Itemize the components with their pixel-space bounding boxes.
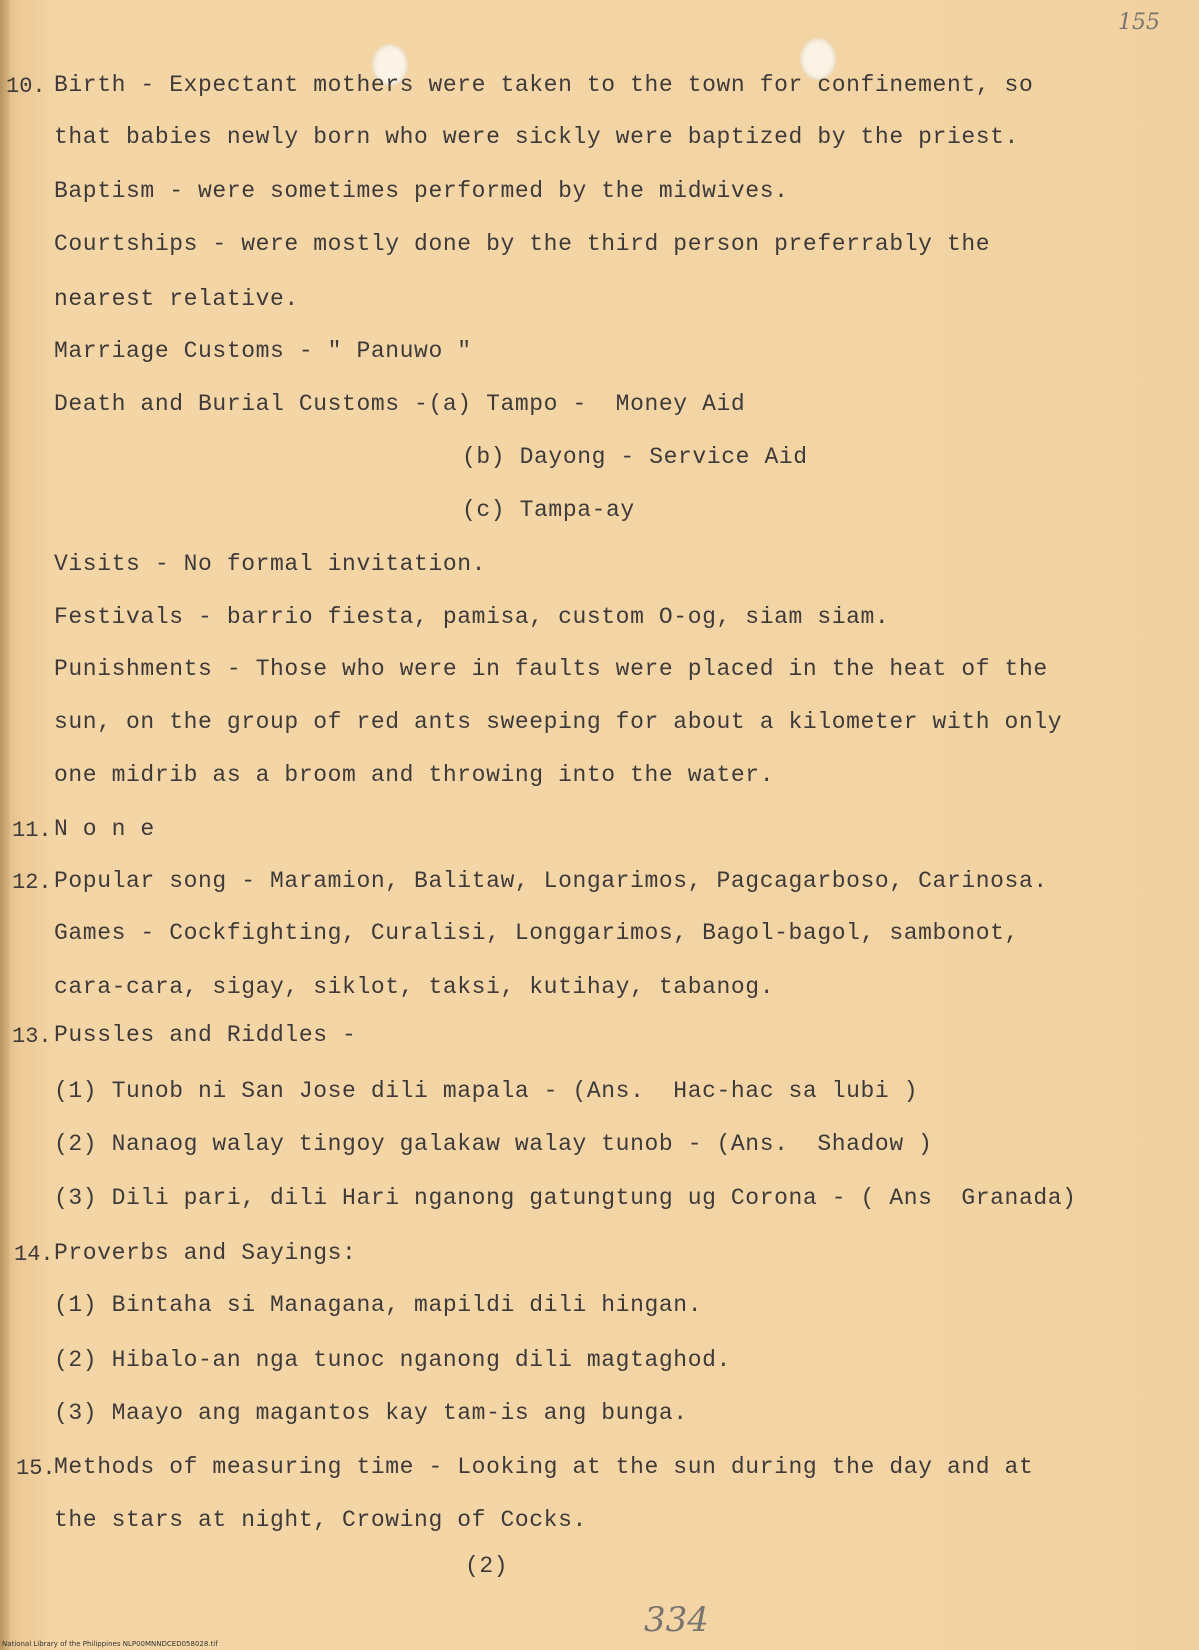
item-number-11: 11. xyxy=(12,818,52,843)
page-label: (2) xyxy=(465,1553,509,1579)
text-line: Punishments - Those who were in faults were placed in the heat of the xyxy=(54,656,1048,682)
text-line: (2) Nanaog walay tingoy galakaw walay tunob - (Ans. Shadow ) xyxy=(54,1131,933,1157)
item-number-14: 14. xyxy=(14,1242,54,1267)
item-number-10: 10. xyxy=(6,74,46,99)
text-line: Courtships - were mostly done by the third person preferrably the xyxy=(54,231,991,257)
archive-number: 334 xyxy=(644,1600,709,1640)
item-number-12: 12. xyxy=(12,870,52,895)
text-line: Marriage Customs - " Panuwo " xyxy=(54,338,472,364)
handwritten-page-number: 155 xyxy=(1118,10,1160,35)
text-line: that babies newly born who were sickly were baptized by the priest. xyxy=(54,124,1019,150)
text-line: Visits - No formal invitation. xyxy=(54,551,487,577)
text-line: (2) Hibalo-an nga tunoc nganong dili magtaghod. xyxy=(54,1347,731,1373)
text-line: Birth - Expectant mothers were taken to the town for confinement, so xyxy=(54,72,1034,98)
text-line: Proverbs and Sayings: xyxy=(54,1240,357,1266)
text-line: (3) Dili pari, dili Hari nganong gatungtung ug Corona - ( Ans Granada) xyxy=(54,1185,1077,1211)
text-line: cara-cara, sigay, siklot, taksi, kutihay, tabanog. xyxy=(54,974,775,1000)
text-line: one midrib as a broom and throwing into the water. xyxy=(54,762,775,788)
text-line: nearest relative. xyxy=(54,286,299,312)
footer-credit: National Library of the Philippines NLP00MNNDCED058028.tif xyxy=(2,1640,218,1648)
text-line: (b) Dayong - Service Aid xyxy=(462,444,808,470)
text-line: Festivals - barrio fiesta, pamisa, custom O-og, siam siam. xyxy=(54,604,890,630)
text-line: Popular song - Maramion, Balitaw, Longarimos, Pagcagarboso, Carinosa. xyxy=(54,868,1048,894)
item-number-15: 15. xyxy=(16,1456,56,1481)
text-line: Games - Cockfighting, Curalisi, Longgarimos, Bagol-bagol, sambonot, xyxy=(54,920,1019,946)
text-line: Death and Burial Customs -(a) Tampo - Money Aid xyxy=(54,391,746,417)
binding-edge xyxy=(0,0,10,1650)
item-number-13: 13. xyxy=(12,1024,52,1049)
text-line: (1) Tunob ni San Jose dili mapala - (Ans. Hac-hac sa lubi ) xyxy=(54,1078,919,1104)
text-line: (3) Maayo ang magantos kay tam-is ang bunga. xyxy=(54,1400,688,1426)
text-line: N o n e xyxy=(54,816,155,842)
text-line: sun, on the group of red ants sweeping for about a kilometer with only xyxy=(54,709,1063,735)
text-line: (1) Bintaha si Managana, mapildi dili hingan. xyxy=(54,1292,703,1318)
text-line: Pussles and Riddles - xyxy=(54,1022,357,1048)
text-line: Methods of measuring time - Looking at the sun during the day and at xyxy=(54,1454,1034,1480)
text-line: Baptism - were sometimes performed by the midwives. xyxy=(54,178,789,204)
text-line: (c) Tampa-ay xyxy=(462,497,635,523)
text-line: the stars at night, Crowing of Cocks. xyxy=(54,1507,587,1533)
